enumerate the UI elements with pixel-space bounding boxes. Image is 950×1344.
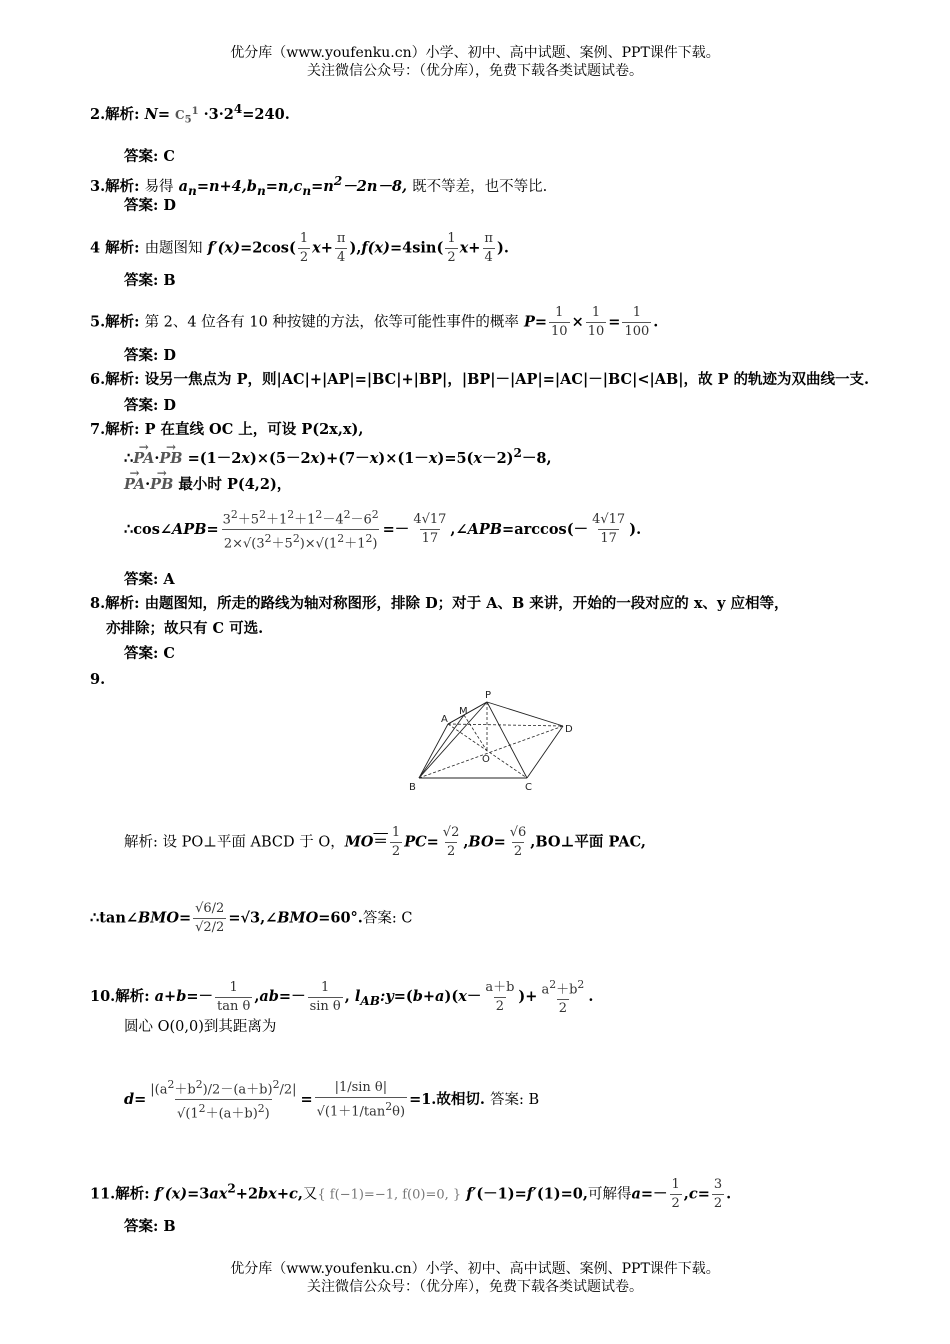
q2-label: 2.解析: — [90, 105, 140, 123]
figure-label-o: O — [482, 754, 490, 765]
q10-circle-text: 圆心 O(0,0)到其距离为 — [124, 1019, 277, 1035]
q11-text-a: 又 — [302, 1186, 318, 1203]
q5-label: 5.解析: — [90, 313, 140, 331]
q11-fraction: $\frac{1}{2}$ — [671, 1177, 680, 1211]
q9-pyramid-figure — [405, 684, 585, 796]
q8-label: 8.解析: — [90, 595, 140, 612]
q4-fraction: $\frac{1}{2}$ — [299, 231, 309, 265]
q11-fraction: $\frac{3}{2}$ — [713, 1177, 723, 1211]
q6-solution — [90, 369, 869, 391]
q6-answer: 答案: D — [124, 397, 176, 414]
q9-tangent: ∴tan∠BMO= $\frac{√6/2}{√2/2}$ =√3,∠BMO=60°.答案: C — [90, 901, 413, 935]
q10-fraction: $\frac{a^2+b^2}{2}$ — [541, 978, 585, 1017]
q2-answer: 答案: C — [124, 148, 175, 165]
q9-solution: 解析: 设 PO⊥平面 ABCD 于 O，MO＝ $\frac{1}{2}$ PC= $\frac{√2}{2}$ ,BO= $\frac{√6}{2}$ ,BO⊥平面 PAC, — [124, 825, 646, 859]
q7-fraction: $\frac{4√17}{17}$ — [592, 512, 626, 547]
q6-label: 6.解析: — [90, 371, 140, 388]
q9-label: 9. — [90, 671, 106, 688]
q10-answer: 答案: B — [489, 1091, 540, 1108]
vector-pb: → PB — [150, 468, 173, 496]
q4-fraction: $\frac{1}{2}$ — [447, 231, 456, 265]
q3-answer: 答案: D — [124, 197, 176, 214]
q7-min-text: 最小时 P(4,2)， — [178, 476, 292, 493]
q8-solution — [90, 593, 788, 615]
q10-fraction: $\frac{1}{\text{tan θ}}$ — [217, 979, 251, 1014]
q2-formula-a: N= — [144, 105, 170, 123]
q2-combination: $C_5^1$ — [175, 105, 199, 126]
q10-distance-fraction: $\frac{|(a^2+b^2)/2-(a+b)^2/2|}{√(1^2+(a+b)^2)}$ — [150, 1078, 297, 1122]
q10-distance: d= $\frac{|(a^2+b^2)/2-(a+b)^2/2|}{√(1^2+(a+b)^2)}$ = $\frac{\text{|1/sin θ|}}{√(1+1/\tan^2\theta)}$ =1.故相切. 答案: B — [124, 1078, 540, 1122]
q7-fraction-cos: $\frac{3^2+5^2+1^2+1^2-4^2-6^2}{2\times√(3^2+5^2)\times√(1^2+1^2)}$ — [222, 508, 379, 552]
q4-solution: 4 解析: 由题图知 f′(x)=2cos( $\frac{1}{2}$ x+ $\frac{\pi}{4}$ ),f(x)=4sin( $\frac{1}{2}$ x+ $\frac{\pi}{4}$ ). — [90, 231, 509, 265]
q10-label: 10.解析: — [90, 988, 150, 1006]
q11-label: 11.解析: — [90, 1185, 150, 1203]
q8-text-2: 亦排除；故只有 C 可选. — [106, 620, 264, 637]
q9-fraction: $\frac{1}{2}$ — [391, 825, 401, 859]
header-line-1: 优分库（www.youfenku.cn）小学、初中、高中试题、案例、PPT课件下载。 — [230, 45, 720, 61]
footer-line-2: 关注微信公众号：（优分库），免费下载各类试题试卷。 — [307, 1279, 643, 1295]
q6-text: 设另一焦点为 P，则|AC|+|AP|=|BC|+|BP|，|BP|－|AP|=|AC|－|BC|<|AB|，故 P 的轨迹为双曲线一支. — [144, 371, 870, 388]
q10-solution: 10.解析: a+b=－ $\frac{1}{\text{tan θ}}$ ,ab=－ $\frac{1}{\text{sin θ}}$ , $l_{AB}:y=(b+a)(x-$ $\frac{a+b}{2}$ )+ $\frac{a^2+b^2}{2}$ . — [90, 978, 594, 1017]
q9-answer: 答案: C — [362, 910, 413, 927]
q5-fraction: $\frac{1}{10}$ — [551, 305, 568, 339]
figure-label-d: D — [565, 724, 573, 735]
q11-text-b: 可解得 — [587, 1186, 632, 1203]
q4-answer: 答案: B — [124, 272, 176, 289]
q9-text-a: 解析: 设 PO⊥平面 ABCD 于 O， — [124, 834, 345, 851]
q7-dot-product: ∴→ PA·→ PB $=(1-2x)\times(5-2x)+(7-x)\times(1-x)=5(x-2)^2-8$, — [124, 442, 552, 470]
q10-fraction: $\frac{1}{\text{sin θ}}$ — [309, 979, 341, 1014]
q9-fraction: $\frac{√6}{2}$ — [509, 825, 527, 859]
q4-fraction: $\frac{\pi}{4}$ — [484, 231, 493, 265]
q7-solution — [90, 419, 363, 441]
q4-text-a: 由题图知 — [144, 240, 203, 257]
q5-answer: 答案: D — [124, 347, 176, 364]
vector-pa: → PA — [133, 442, 154, 470]
vector-pb: → PB — [159, 442, 182, 470]
q7-text-a: P 在直线 OC 上，可设 P(2x,x), — [144, 421, 364, 438]
q9-fraction: $\frac{√2}{2}$ — [442, 825, 460, 859]
q7-answer: 答案: A — [124, 571, 175, 588]
q5-solution: 5.解析: 第 2、4 位各有 10 种按键的方法，依等可能性事件的概率 P= $\frac{1}{10}$ × $\frac{1}{10}$ = $\frac{1}{100}$ . — [90, 305, 659, 339]
q3-formula: $a_n=n+4,b_n=n,c_n=n^2-2n-8$, — [178, 174, 408, 198]
q3-text-a: 易得 — [144, 178, 174, 195]
q8-text-1: 由题图知，所走的路线为轴对称图形，排除 D；对于 A、B 来讲，开始的一段对应的 x、y 应相等， — [144, 595, 789, 612]
q7-fraction: $\frac{4√17}{17}$ — [413, 512, 447, 547]
q4-label: 4 解析: — [90, 239, 140, 257]
q9-fraction-tan: $\frac{√6/2}{√2/2}$ — [195, 901, 225, 935]
q2-formula-b: $\cdot 3\cdot 2^4=240$. — [203, 102, 290, 123]
figure-label-m: M — [459, 706, 468, 717]
footer-line-1: 优分库（www.youfenku.cn）小学、初中、高中试题、案例、PPT课件下载。 — [230, 1261, 720, 1277]
figure-label-c: C — [525, 782, 532, 793]
figure-label-p: P — [485, 690, 492, 701]
q11-solution: 11.解析: $f'(x)=3ax^2+2bx+c$,又{ f(−1)=−1, f(0)=0, } f′(－1)=f′(1)=0,可解得a=－ $\frac{1}{2}$ ,c= $\frac{3}{2}$ . — [90, 1177, 732, 1211]
q5-fraction: $\frac{1}{10}$ — [587, 305, 605, 339]
figure-label-b: B — [409, 782, 416, 793]
q7-minimum: → PA·→ PB 最小时 P(4,2)， — [124, 468, 291, 496]
q5-fraction: $\frac{1}{100}$ — [624, 305, 650, 339]
q10-fraction: $\frac{a+b}{2}$ — [485, 979, 515, 1014]
header-line-2: 关注微信公众号：（优分库），免费下载各类试题试卷。 — [307, 63, 643, 79]
q10-conclusion: =1.故相切. — [409, 1090, 485, 1108]
q3-text-b: 既不等差，也不等比. — [412, 178, 548, 195]
q7-cosine: ∴cos∠APB= $\frac{3^2+5^2+1^2+1^2-4^2-6^2}{2\times√(3^2+5^2)\times√(1^2+1^2)}$ =－ $\frac{4√17}{17}$ ,∠APB=arccos(－ $\frac{4√17}{17}$ ). — [124, 508, 642, 552]
q11-answer: 答案: B — [124, 1218, 176, 1235]
q10-distance-fraction: $\frac{\text{|1/sin θ|}}{√(1+1/\tan^2\theta)}$ — [316, 1079, 406, 1119]
q2-solution — [90, 98, 290, 131]
q8-answer: 答案: C — [124, 645, 175, 662]
q3-label: 3.解析: — [90, 177, 140, 195]
q4-fraction: $\frac{\pi}{4}$ — [336, 231, 346, 265]
q5-text-a: 第 2、4 位各有 10 种按键的方法，依等可能性事件的概率 — [144, 314, 519, 331]
figure-label-a: A — [441, 714, 448, 725]
q7-label: 7.解析: — [90, 421, 140, 438]
vector-pa: → PA — [124, 468, 145, 496]
q9-text-b: BO⊥平面 PAC, — [535, 833, 646, 851]
